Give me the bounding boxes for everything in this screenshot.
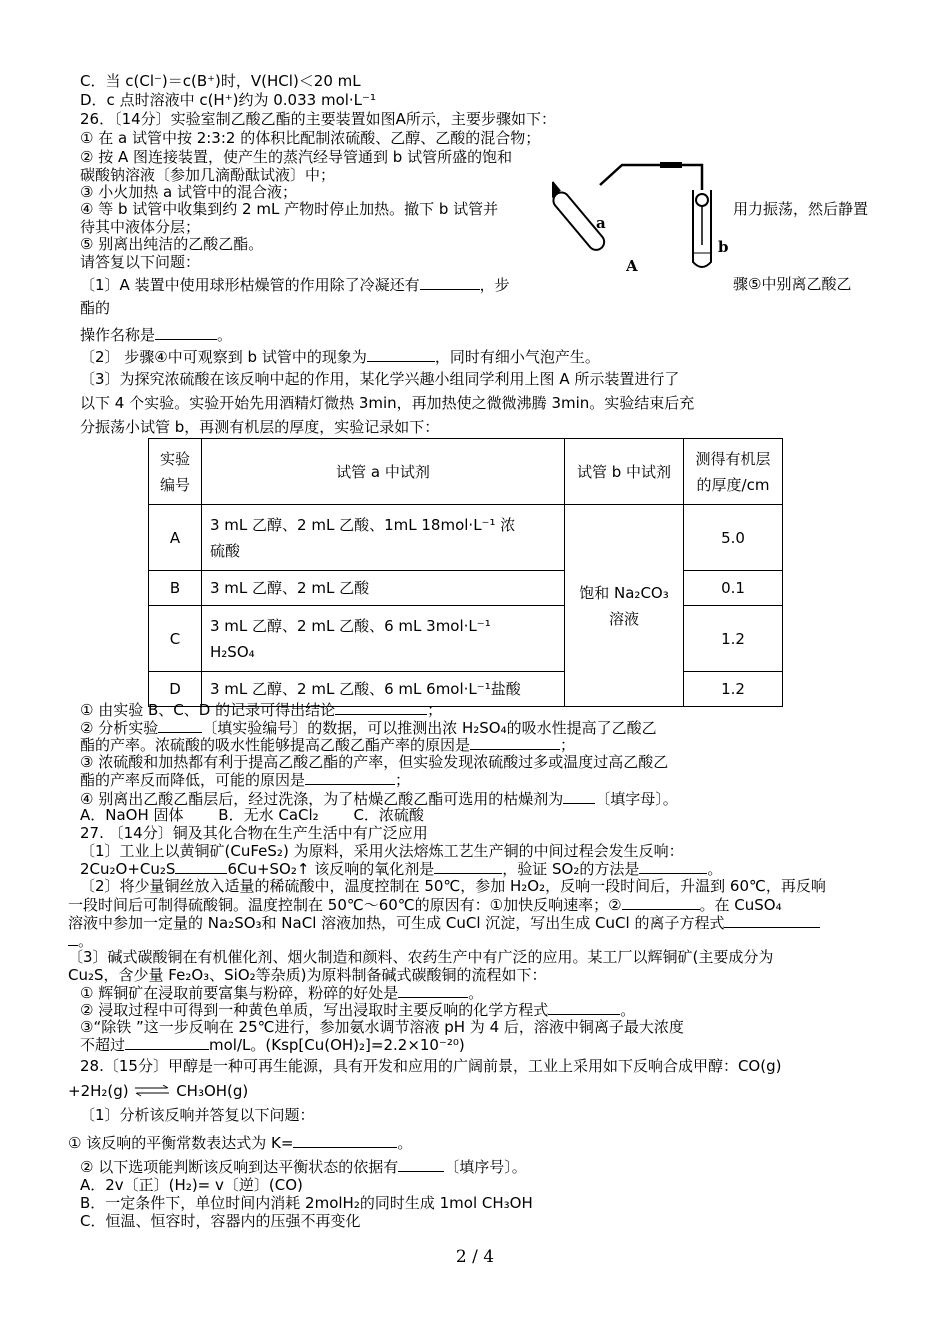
table-header-cell: 实验 编号 (149, 439, 202, 505)
question-28-title: 28.〔15分〕甲醇是一种可再生能源，具有开发和应用的广阔前景，工业上采用如下反响合成甲醇：CO(g) (80, 1057, 782, 1075)
answer-blank[interactable] (305, 770, 395, 785)
table-row (149, 571, 783, 606)
table-cell: 3 mL 乙醇、2 mL 乙酸、1mL 18mol·L⁻¹ 浓 硫酸 (202, 505, 565, 571)
text-line: C．当 c(Cl⁻)＝c(B⁺)时，V(HCl)＜20 mL (80, 72, 361, 90)
equation-arrow (175, 859, 227, 874)
tube-b-label: b (718, 238, 729, 256)
answer-blank[interactable] (639, 859, 707, 874)
experiment-table (148, 438, 783, 707)
answer-blank[interactable] (367, 347, 435, 362)
answer-blank[interactable] (470, 735, 560, 750)
answer-blank[interactable] (125, 1035, 209, 1050)
text-line: 用力振荡，然后静置 (733, 200, 869, 218)
table-cell: 3 mL 乙醇、2 mL 乙酸 (202, 571, 565, 606)
answer-blank[interactable] (622, 895, 700, 910)
tube-a-label: a (596, 214, 606, 232)
text-line: 溶液中参加一定量的 Na₂SO₃和 NaCl 溶液加热，可生成 CuCl 沉淀，写出生成 CuCl 的离子方程式 (68, 913, 820, 932)
table-cell: 5.0 (684, 505, 783, 571)
text-line: B．一定条件下，单位时间内消耗 2molH₂的同时生成 1mol CH₃OH (80, 1194, 533, 1212)
table-cell: 3 mL 乙醇、2 mL 乙酸、6 mL 6mol·L⁻¹盐酸 (202, 672, 565, 707)
text-line: ③ 小火加热 a 试管中的混合液； (80, 183, 297, 201)
text-line: 骤⑤中别离乙酸乙 (733, 275, 852, 293)
text-line: ③“除铁 ”这一步反响在 25℃进行，参加氨水调节溶液 pH 为 4 后，溶液中铜离子最大浓度 (80, 1018, 684, 1036)
question-27-title: 27. 〔14分〕铜及其化合物在生产生活中有广泛应用 (80, 824, 428, 842)
answer-blank[interactable] (420, 275, 480, 290)
page-number: 2 / 4 (455, 1247, 495, 1267)
text-line: 〔1〕工业上以黄铜矿(CuFeS₂) 为原料，采用火法熔炼工艺生产铜的中间过程会发生反响： (80, 842, 684, 860)
table-cell: D (149, 672, 202, 707)
table-header-cell: 测得有机层 的厚度/cm (684, 439, 783, 505)
text-line: 酯的产率。浓硫酸的吸水性能够提高乙酸乙酯产率的原因是 ； (80, 736, 576, 754)
text-line: 碳酸钠溶液〔参加几滴酚酞试液〕中； (80, 166, 336, 184)
equilibrium-arrow (133, 1083, 171, 1101)
answer-blank[interactable] (398, 1157, 444, 1172)
delivery-tube (600, 165, 702, 190)
answer-blank[interactable] (398, 983, 468, 998)
text-line: A．NaOH 固体 B．无水 CaCl₂ C．浓硫酸 (80, 806, 424, 824)
text-line: 〔3〕为探究浓硫酸在该反响中起的作用，某化学兴趣小组同学利用上图 A 所示装置进行了 (80, 370, 680, 388)
table-cell: 1.2 (684, 672, 783, 707)
table-cell: 1.2 (684, 606, 783, 672)
text-line: 一段时间后可制得硫酸铜。温度控制在 50℃～60℃的原因有：①加快反响速率；② 。在 CuSO₄ (68, 896, 782, 914)
text-line: 请答复以下问题： (80, 253, 201, 271)
text-line: 〔3〕碱式碳酸铜在有机催化剂、烟火制造和颜料、农药生产中有广泛的应用。某工厂以辉铜矿(主要成分为 (68, 948, 774, 966)
table-cell: A (149, 505, 202, 571)
table-cell: B (149, 571, 202, 606)
text-line: ② 分析实验 〔填实验编号〕的数据，可以推测出浓 H₂SO₄的吸水性提高了乙酸乙 (80, 719, 657, 737)
answer-blank[interactable] (68, 931, 78, 946)
text-line: D．c 点时溶液中 c(H⁺)约为 0.033 mol·L⁻¹ (80, 91, 376, 109)
table-header-row (149, 439, 783, 505)
table-cell: 饱和 Na₂CO₃ 溶液 (565, 505, 684, 707)
text-line: 不超过 mol/L。(Ksp[Cu(OH)₂]=2.2×10⁻²⁰) (80, 1036, 465, 1054)
text-line: 〔2〕将少量铜丝放入适量的稀硫酸中，温度控制在 50℃，参加 H₂O₂，反响一段时间后，升温到 60℃，再反响 (80, 877, 826, 895)
table-cell: C (149, 606, 202, 672)
drying-bulb (696, 194, 708, 206)
text-line: ② 以下选项能判断该反响到达平衡状态的依据有 〔填序号〕。 (80, 1158, 527, 1176)
text-line: 〔1〕A 装置中使用球形枯燥管的作用除了冷凝还有 ，步 (80, 276, 510, 294)
text-line: 待其中液体分层； (80, 218, 201, 236)
text-line: ② 按 A 图连接装置，使产生的蒸汽经导管通到 b 试管所盛的饱和 (80, 148, 513, 166)
apparatus-figure (552, 150, 752, 275)
table-row (149, 505, 783, 571)
text-line: ③ 浓硫酸和加热都有利于提高乙酸乙酯的产率，但实验发现浓硫酸过多或温度过高乙酸乙 (80, 753, 669, 771)
table-header-cell: 试管 b 中试剂 (565, 439, 684, 505)
text-line: 。 (68, 931, 93, 950)
answer-blank[interactable] (158, 718, 202, 733)
text-line: ④ 别离出乙酸乙酯层后，经过洗涤，为了枯燥乙酸乙酯可选用的枯燥剂为 〔填字母〕。 (80, 790, 678, 808)
text-line: A．2v〔正〕(H₂)= v〔逆〕(CO) (80, 1176, 303, 1194)
question-26-title: 26．〔14分〕实验室制乙酸乙酯的主要装置如图A所示，主要步骤如下： (80, 110, 556, 128)
table-row (149, 606, 783, 672)
text-line: 2Cu₂O+Cu₂S 6Cu+SO₂↑ 该反响的氧化剂是 ，验证 SO₂的方法是 。 (80, 860, 723, 878)
text-line: 酯的 (80, 299, 111, 317)
text-line: 操作名称是 。 (80, 326, 233, 344)
text-line: 酯的产率反而降低，可能的原因是 ； (80, 771, 411, 789)
text-line: ① 由实验 B、C、D 的记录可得出结论 ； (80, 701, 443, 719)
text-line: C．恒温、恒容时，容器内的压强不再变化 (80, 1212, 361, 1230)
text-line: 以下 4 个实验。实验开始先用酒精灯微热 3min，再加热使之微微沸腾 3min。实验结束后充 (80, 394, 695, 412)
table-cell: 3 mL 乙醇、2 mL 乙酸、6 mL 3mol·L⁻¹ H₂SO₄ (202, 606, 565, 672)
answer-blank[interactable] (563, 789, 595, 804)
figure-label: A (626, 257, 638, 275)
text-line: ④ 等 b 试管中收集到约 2 mL 产物时停止加热。撤下 b 试管并 (80, 200, 499, 218)
text-line: Cu₂S，含少量 Fe₂O₃、SiO₂等杂质)为原料制备碱式碳酸铜的流程如下： (68, 966, 547, 984)
text-line: ① 辉铜矿在浸取前要富集与粉碎，粉碎的好处是 。 (80, 984, 484, 1002)
table-header-cell: 试管 a 中试剂 (202, 439, 565, 505)
text-line: ⑤ 别离出纯洁的乙酸乙酯。 (80, 235, 264, 253)
answer-blank[interactable] (335, 700, 427, 715)
answer-blank[interactable] (724, 913, 820, 928)
text-line: ② 浸取过程中可得到一种黄色单质，写出浸取时主要反响的化学方程式 。 (80, 1001, 636, 1019)
text-line: 〔1〕分析该反响并答复以下问题： (80, 1106, 315, 1124)
text-line: ① 在 a 试管中按 2:3:2 的体积比配制浓硫酸、乙醇、乙酸的混合物； (80, 129, 541, 147)
table-cell: 0.1 (684, 571, 783, 606)
text-line: +2H₂(g) CH₃OH(g) (68, 1082, 249, 1100)
text-line: ① 该反响的平衡常数表达式为 K= 。 (68, 1134, 413, 1152)
answer-blank[interactable] (548, 1000, 620, 1015)
text-line: 分振荡小试管 b，再测有机层的厚度，实验记录如下： (80, 418, 440, 436)
answer-blank[interactable] (434, 859, 502, 874)
answer-blank[interactable] (155, 325, 217, 340)
text-line: 〔2〕 步骤④中可观察到 b 试管中的现象为 ，同时有细小气泡产生。 (80, 348, 600, 366)
answer-blank[interactable] (293, 1133, 397, 1148)
